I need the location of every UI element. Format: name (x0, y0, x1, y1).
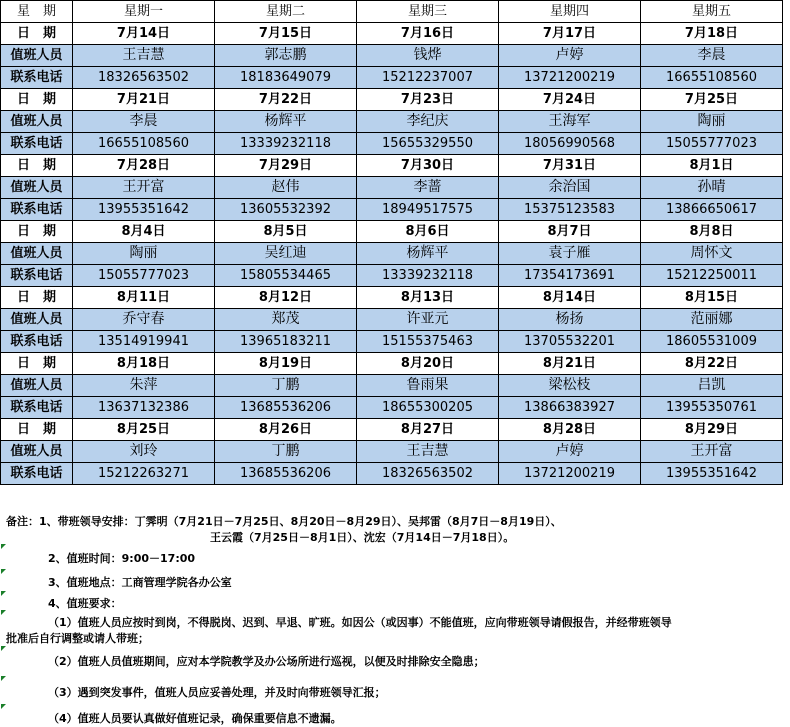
date-label: 日 期 (1, 221, 73, 243)
phone-number: 18183649079 (215, 67, 357, 89)
date-row (1, 23, 783, 45)
staff-name: 李晨 (73, 111, 215, 133)
phone-label: 联系电话 (1, 331, 73, 353)
staff-row (1, 243, 783, 265)
staff-name: 杨辉平 (357, 243, 499, 265)
phone-number: 15055777023 (73, 265, 215, 287)
note-duty-location: 3、值班地点：工商管理学院各办公室 (48, 576, 232, 589)
date-label: 日 期 (1, 353, 73, 375)
comment-marker-icon (1, 544, 6, 549)
date-cell: 8月8日 (641, 221, 783, 243)
date-cell: 8月20日 (357, 353, 499, 375)
phone-label: 联系电话 (1, 265, 73, 287)
phone-number: 13339232118 (357, 265, 499, 287)
note-duty-requirements: 4、值班要求： (48, 597, 122, 610)
date-cell: 7月22日 (215, 89, 357, 111)
staff-name: 李晨 (641, 45, 783, 67)
notes-section (0, 510, 782, 727)
phone-row (1, 463, 783, 485)
staff-label: 值班人员 (1, 375, 73, 397)
staff-name: 吴红迪 (215, 243, 357, 265)
phone-number: 15375123583 (499, 199, 641, 221)
phone-number: 18056990568 (499, 133, 641, 155)
date-cell: 8月11日 (73, 287, 215, 309)
date-cell: 7月21日 (73, 89, 215, 111)
date-cell: 8月18日 (73, 353, 215, 375)
staff-name: 钱烨 (357, 45, 499, 67)
date-cell: 8月6日 (357, 221, 499, 243)
header-row (1, 1, 783, 23)
date-row (1, 353, 783, 375)
staff-label: 值班人员 (1, 441, 73, 463)
header-day: 星期一 (73, 1, 215, 23)
staff-label: 值班人员 (1, 243, 73, 265)
phone-number: 16655108560 (641, 67, 783, 89)
header-label: 星 期 (1, 1, 73, 23)
date-cell: 8月5日 (215, 221, 357, 243)
staff-row (1, 45, 783, 67)
staff-name: 杨辉平 (215, 111, 357, 133)
date-cell: 7月15日 (215, 23, 357, 45)
staff-name: 陶丽 (641, 111, 783, 133)
staff-name: 周怀文 (641, 243, 783, 265)
staff-name: 郑茂 (215, 309, 357, 331)
phone-label: 联系电话 (1, 67, 73, 89)
requirement-2: （2）值班人员值班期间，应对本学院教学及办公场所进行巡视，以便及时排除安全隐患； (48, 655, 485, 668)
phone-number: 13637132386 (73, 397, 215, 419)
staff-name: 乔守春 (73, 309, 215, 331)
staff-name: 朱萍 (73, 375, 215, 397)
phone-row (1, 133, 783, 155)
phone-number: 13955350761 (641, 397, 783, 419)
phone-number: 13955351642 (641, 463, 783, 485)
date-label: 日 期 (1, 287, 73, 309)
staff-name: 余治国 (499, 177, 641, 199)
phone-number: 16655108560 (73, 133, 215, 155)
phone-number: 15655329550 (357, 133, 499, 155)
staff-name: 李蔷 (357, 177, 499, 199)
header-day: 星期五 (641, 1, 783, 23)
staff-name: 王海军 (499, 111, 641, 133)
staff-name: 许亚元 (357, 309, 499, 331)
phone-number: 13605532392 (215, 199, 357, 221)
header-day: 星期四 (499, 1, 641, 23)
phone-number: 13685536206 (215, 463, 357, 485)
staff-name: 丁鹏 (215, 375, 357, 397)
phone-number: 18326563502 (73, 67, 215, 89)
date-label: 日 期 (1, 155, 73, 177)
date-cell: 7月29日 (215, 155, 357, 177)
date-cell: 8月25日 (73, 419, 215, 441)
date-cell: 7月30日 (357, 155, 499, 177)
header-day: 星期三 (357, 1, 499, 23)
staff-name: 丁鹏 (215, 441, 357, 463)
staff-name: 王开富 (641, 441, 783, 463)
staff-name: 杨扬 (499, 309, 641, 331)
requirement-3: （3）遇到突发事件，值班人员应妥善处理，并及时向带班领导汇报； (48, 686, 386, 699)
requirement-4: （4）值班人员要认真做好值班记录，确保重要信息不遗漏。 (48, 712, 342, 725)
date-cell: 7月16日 (357, 23, 499, 45)
date-row (1, 419, 783, 441)
staff-name: 梁松枝 (499, 375, 641, 397)
phone-label: 联系电话 (1, 199, 73, 221)
staff-name: 孙晴 (641, 177, 783, 199)
date-cell: 8月1日 (641, 155, 783, 177)
staff-name: 陶丽 (73, 243, 215, 265)
date-cell: 8月7日 (499, 221, 641, 243)
date-cell: 8月13日 (357, 287, 499, 309)
phone-label: 联系电话 (1, 133, 73, 155)
date-cell: 7月24日 (499, 89, 641, 111)
staff-name: 王吉慧 (357, 441, 499, 463)
staff-label: 值班人员 (1, 309, 73, 331)
phone-number: 13514919941 (73, 331, 215, 353)
comment-marker-icon (1, 646, 6, 651)
note-duty-leaders: 备注：1、带班领导安排：丁霁明（7月21日－7月25日、8月20日－8月29日）、吴邦雷（8月7日－8月19日）、 (6, 515, 562, 528)
requirement-1-cont: 批准后自行调整或请人带班； (6, 632, 149, 645)
staff-label: 值班人员 (1, 111, 73, 133)
date-cell: 7月14日 (73, 23, 215, 45)
staff-row (1, 177, 783, 199)
date-label: 日 期 (1, 89, 73, 111)
date-row (1, 287, 783, 309)
staff-name: 袁子雁 (499, 243, 641, 265)
staff-name: 鲁雨果 (357, 375, 499, 397)
phone-row (1, 397, 783, 419)
phone-label: 联系电话 (1, 463, 73, 485)
phone-row (1, 199, 783, 221)
phone-number: 18326563502 (357, 463, 499, 485)
date-row (1, 155, 783, 177)
date-cell: 8月21日 (499, 353, 641, 375)
date-cell: 8月19日 (215, 353, 357, 375)
staff-row (1, 309, 783, 331)
header-day: 星期二 (215, 1, 357, 23)
staff-label: 值班人员 (1, 45, 73, 67)
staff-row (1, 111, 783, 133)
date-cell: 8月28日 (499, 419, 641, 441)
phone-row (1, 265, 783, 287)
date-label: 日 期 (1, 23, 73, 45)
date-label: 日 期 (1, 419, 73, 441)
staff-row (1, 441, 783, 463)
staff-label: 值班人员 (1, 177, 73, 199)
staff-name: 范丽娜 (641, 309, 783, 331)
comment-marker-icon (1, 676, 6, 681)
phone-number: 15212250011 (641, 265, 783, 287)
staff-name: 王吉慧 (73, 45, 215, 67)
phone-row (1, 67, 783, 89)
phone-number: 13339232118 (215, 133, 357, 155)
staff-name: 赵伟 (215, 177, 357, 199)
date-cell: 8月15日 (641, 287, 783, 309)
comment-marker-icon (1, 610, 6, 615)
staff-name: 刘玲 (73, 441, 215, 463)
date-cell: 8月29日 (641, 419, 783, 441)
comment-marker-icon (1, 704, 6, 709)
phone-number: 13721200219 (499, 67, 641, 89)
staff-row (1, 375, 783, 397)
date-cell: 8月4日 (73, 221, 215, 243)
note-duty-time: 2、值班时间：9:00－17:00 (48, 552, 196, 565)
phone-number: 15805534465 (215, 265, 357, 287)
phone-number: 15055777023 (641, 133, 783, 155)
phone-number: 15212263271 (73, 463, 215, 485)
date-cell: 8月26日 (215, 419, 357, 441)
phone-number: 13705532201 (499, 331, 641, 353)
date-cell: 8月14日 (499, 287, 641, 309)
requirement-1: （1）值班人员应按时到岗，不得脱岗、迟到、早退、旷班。如因公（或因事）不能值班，应向带班领导请假报告，并经带班领导 (48, 616, 672, 629)
phone-number: 18605531009 (641, 331, 783, 353)
comment-marker-icon (1, 591, 6, 596)
staff-name: 郭志鹏 (215, 45, 357, 67)
note-duty-leaders-cont: 王云霞（7月25日－8月1日）、沈宏（7月14日－7月18日）。 (210, 531, 515, 544)
date-cell: 7月28日 (73, 155, 215, 177)
date-cell: 7月18日 (641, 23, 783, 45)
date-cell: 7月31日 (499, 155, 641, 177)
date-cell: 8月12日 (215, 287, 357, 309)
staff-name: 卢婷 (499, 441, 641, 463)
date-cell: 7月25日 (641, 89, 783, 111)
phone-number: 15212237007 (357, 67, 499, 89)
phone-number: 15155375463 (357, 331, 499, 353)
date-cell: 8月22日 (641, 353, 783, 375)
phone-number: 13685536206 (215, 397, 357, 419)
phone-number: 13866383927 (499, 397, 641, 419)
phone-number: 13866650617 (641, 199, 783, 221)
date-cell: 7月17日 (499, 23, 641, 45)
phone-number: 13721200219 (499, 463, 641, 485)
phone-number: 17354173691 (499, 265, 641, 287)
phone-number: 18655300205 (357, 397, 499, 419)
phone-number: 18949517575 (357, 199, 499, 221)
staff-name: 吕凯 (641, 375, 783, 397)
date-cell: 7月23日 (357, 89, 499, 111)
phone-number: 13955351642 (73, 199, 215, 221)
staff-name: 卢婷 (499, 45, 641, 67)
staff-name: 王开富 (73, 177, 215, 199)
staff-name: 李纪庆 (357, 111, 499, 133)
phone-row (1, 331, 783, 353)
date-row (1, 221, 783, 243)
phone-number: 13965183211 (215, 331, 357, 353)
date-cell: 8月27日 (357, 419, 499, 441)
phone-label: 联系电话 (1, 397, 73, 419)
comment-marker-icon (1, 569, 6, 574)
date-row (1, 89, 783, 111)
